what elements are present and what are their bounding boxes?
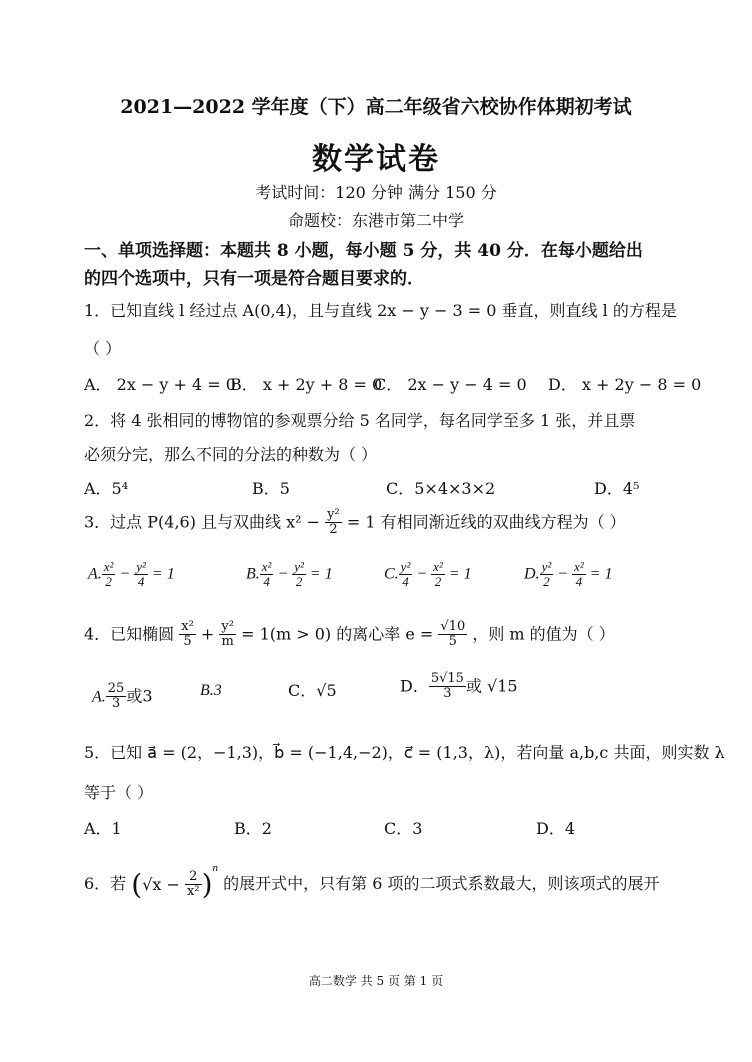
q5-option-c: C．3 <box>384 819 423 838</box>
q2-option-c: C．5×4×3×2 <box>386 479 496 498</box>
q3-b-label: B. <box>246 565 260 583</box>
q4-stem-a: 4．已知椭圆 <box>84 624 175 644</box>
time-info: 考试时间：120 分钟 满分 150 分 <box>255 183 497 202</box>
q2-option-d: D．4⁵ <box>594 479 640 498</box>
q4-f2-num: y² <box>221 619 234 634</box>
q3-d-d2: 4 <box>575 574 583 590</box>
q3-option-d <box>524 560 613 590</box>
q6-stem-b: 的展开式中，只有第 6 项的二项式系数最大，则该项式的展开 <box>223 874 660 893</box>
q4-stem-b: = 1(m > 0) 的离心率 e = <box>241 624 434 644</box>
q3-stem-b: = 1 有相同渐近线的双曲线方程为（ ） <box>346 512 626 532</box>
q5-option-b: B．2 <box>234 819 272 838</box>
q4-option-a <box>92 682 153 712</box>
q3-c-n2: x² <box>433 559 443 574</box>
q2-stem-line2: 必须分完，那么不同的分法的种数为（ ） <box>84 445 378 464</box>
q3-d-op: − <box>557 565 569 583</box>
q2-stem-line1: 2．将 4 张相同的博物馆的参观票分给 5 名同学，每名同学至多 1 张，并且票 <box>84 411 636 430</box>
q5-option-d: D．4 <box>536 819 576 838</box>
q4-stem-c: ，则 m 的值为（ ） <box>472 624 615 644</box>
q1-option-a: A． 2x − y + 4 = 0 <box>84 375 236 394</box>
school-info: 命题校：东港市第二中学 <box>287 211 464 230</box>
q4-stem <box>84 620 696 650</box>
q6-paren-inner: √x − <box>142 875 180 894</box>
q4-f3-den: 5 <box>448 634 457 650</box>
section-heading-line2: 的四个选项中，只有一项是符合题目要求的． <box>84 269 424 289</box>
q3-b-n1: x² <box>261 559 272 574</box>
q3-stem <box>84 508 696 538</box>
q4-f1-den: 5 <box>183 634 192 650</box>
q3-stem-fraction <box>325 508 342 538</box>
q4-f1-num: x² <box>181 619 194 634</box>
q3-c-rhs: = 1 <box>448 565 472 583</box>
q4-d-label: D． <box>400 676 429 696</box>
section-heading-line1: 一、单项选择题：本题共 8 小题，每小题 5 分，共 40 分．在每小题给出 <box>84 241 643 261</box>
q3-d-rhs: = 1 <box>589 565 613 583</box>
q3-frac-den: 2 <box>329 522 338 538</box>
q1-option-b: B． x + 2y + 8 = 0 <box>230 375 383 394</box>
q6-frac-den: x² <box>187 884 200 899</box>
q6-stem <box>84 862 696 901</box>
q6-close-paren: ) <box>201 868 213 901</box>
q2-option-a: A．5⁴ <box>84 479 129 498</box>
q3-b-d1: 4 <box>263 574 270 590</box>
q3-c-d1: 4 <box>402 574 409 590</box>
q4-option-d <box>400 672 518 702</box>
q3-b-op: − <box>277 565 289 583</box>
q1-option-d: D． x + 2y − 8 = 0 <box>548 375 702 394</box>
q4-option-b: B.3 <box>200 682 222 699</box>
q3-d-label: D. <box>524 565 540 583</box>
q2-option-b: B．5 <box>252 479 290 498</box>
q3-b-n2: y² <box>294 559 304 574</box>
q4-f3-num: √10 <box>440 619 466 634</box>
q3-c-d2: 2 <box>434 574 442 590</box>
q3-a-n1: x² <box>103 559 114 574</box>
q3-option-b <box>246 560 333 590</box>
q6-open-paren: ( <box>131 868 143 901</box>
q3-a-label: A. <box>88 565 102 583</box>
q4-f2-den: m <box>221 634 234 650</box>
q1-option-c: C． 2x − y − 4 = 0 <box>374 375 527 394</box>
q5-stem-line1: 5．已知 a⃗ = (2，−1,3)，b⃗ = (−1,4,−2)，c⃗ = (1,3，λ)，若向量 a,b,c 共面，则实数 λ <box>84 743 725 762</box>
exam-title: 2021—2022 学年度（下）高二年级省六校协作体期初考试 <box>120 96 632 118</box>
q3-a-rhs: = 1 <box>151 565 175 583</box>
q1-stem: 1．已知直线 l 经过点 A(0,4)，且与直线 2x − y − 3 = 0 垂直，则直线 l 的方程是 <box>84 301 677 320</box>
q6-exponent: n <box>212 862 219 874</box>
q4-d-den: 3 <box>443 686 452 702</box>
q3-a-d1: 2 <box>105 574 112 590</box>
q4-a-tail: 或3 <box>126 686 153 706</box>
q4-plus: + <box>200 624 215 644</box>
q3-d-n1: y² <box>541 559 552 574</box>
q3-option-a <box>88 560 175 590</box>
q3-a-n2: y² <box>136 559 146 574</box>
q3-c-n1: y² <box>400 559 411 574</box>
subject-title: 数学试卷 <box>312 142 440 177</box>
q3-d-d1: 2 <box>543 574 550 590</box>
q3-a-op: − <box>119 565 131 583</box>
q4-a-label: A. <box>92 688 106 706</box>
q4-d-tail: 或 √15 <box>465 676 518 696</box>
q4-option-c: C．√5 <box>288 681 337 700</box>
q6-frac-num: 2 <box>185 870 202 885</box>
q3-d-n2: x² <box>574 559 584 574</box>
q4-d-num: 5√15 <box>430 671 464 686</box>
q4-a-den: 3 <box>111 696 121 712</box>
page-footer: 高二数学 共 5 页 第 1 页 <box>308 974 444 988</box>
q3-stem-a: 3．过点 P(4,6) 且与双曲线 x² − <box>84 512 321 532</box>
q3-b-d2: 2 <box>295 574 303 590</box>
q3-c-op: − <box>416 565 428 583</box>
q6-stem-a: 6．若 <box>84 874 127 893</box>
q5-option-a: A．1 <box>84 819 122 838</box>
q3-c-label: C. <box>384 565 399 583</box>
q3-b-rhs: = 1 <box>309 565 333 583</box>
q1-bracket: （ ） <box>84 339 122 358</box>
q3-a-d2: 4 <box>137 574 145 590</box>
q4-a-num: 25 <box>107 681 125 696</box>
q5-stem-line2: 等于（ ） <box>84 783 154 802</box>
q3-option-c <box>384 560 472 590</box>
q3-frac-num: y² <box>327 507 340 522</box>
